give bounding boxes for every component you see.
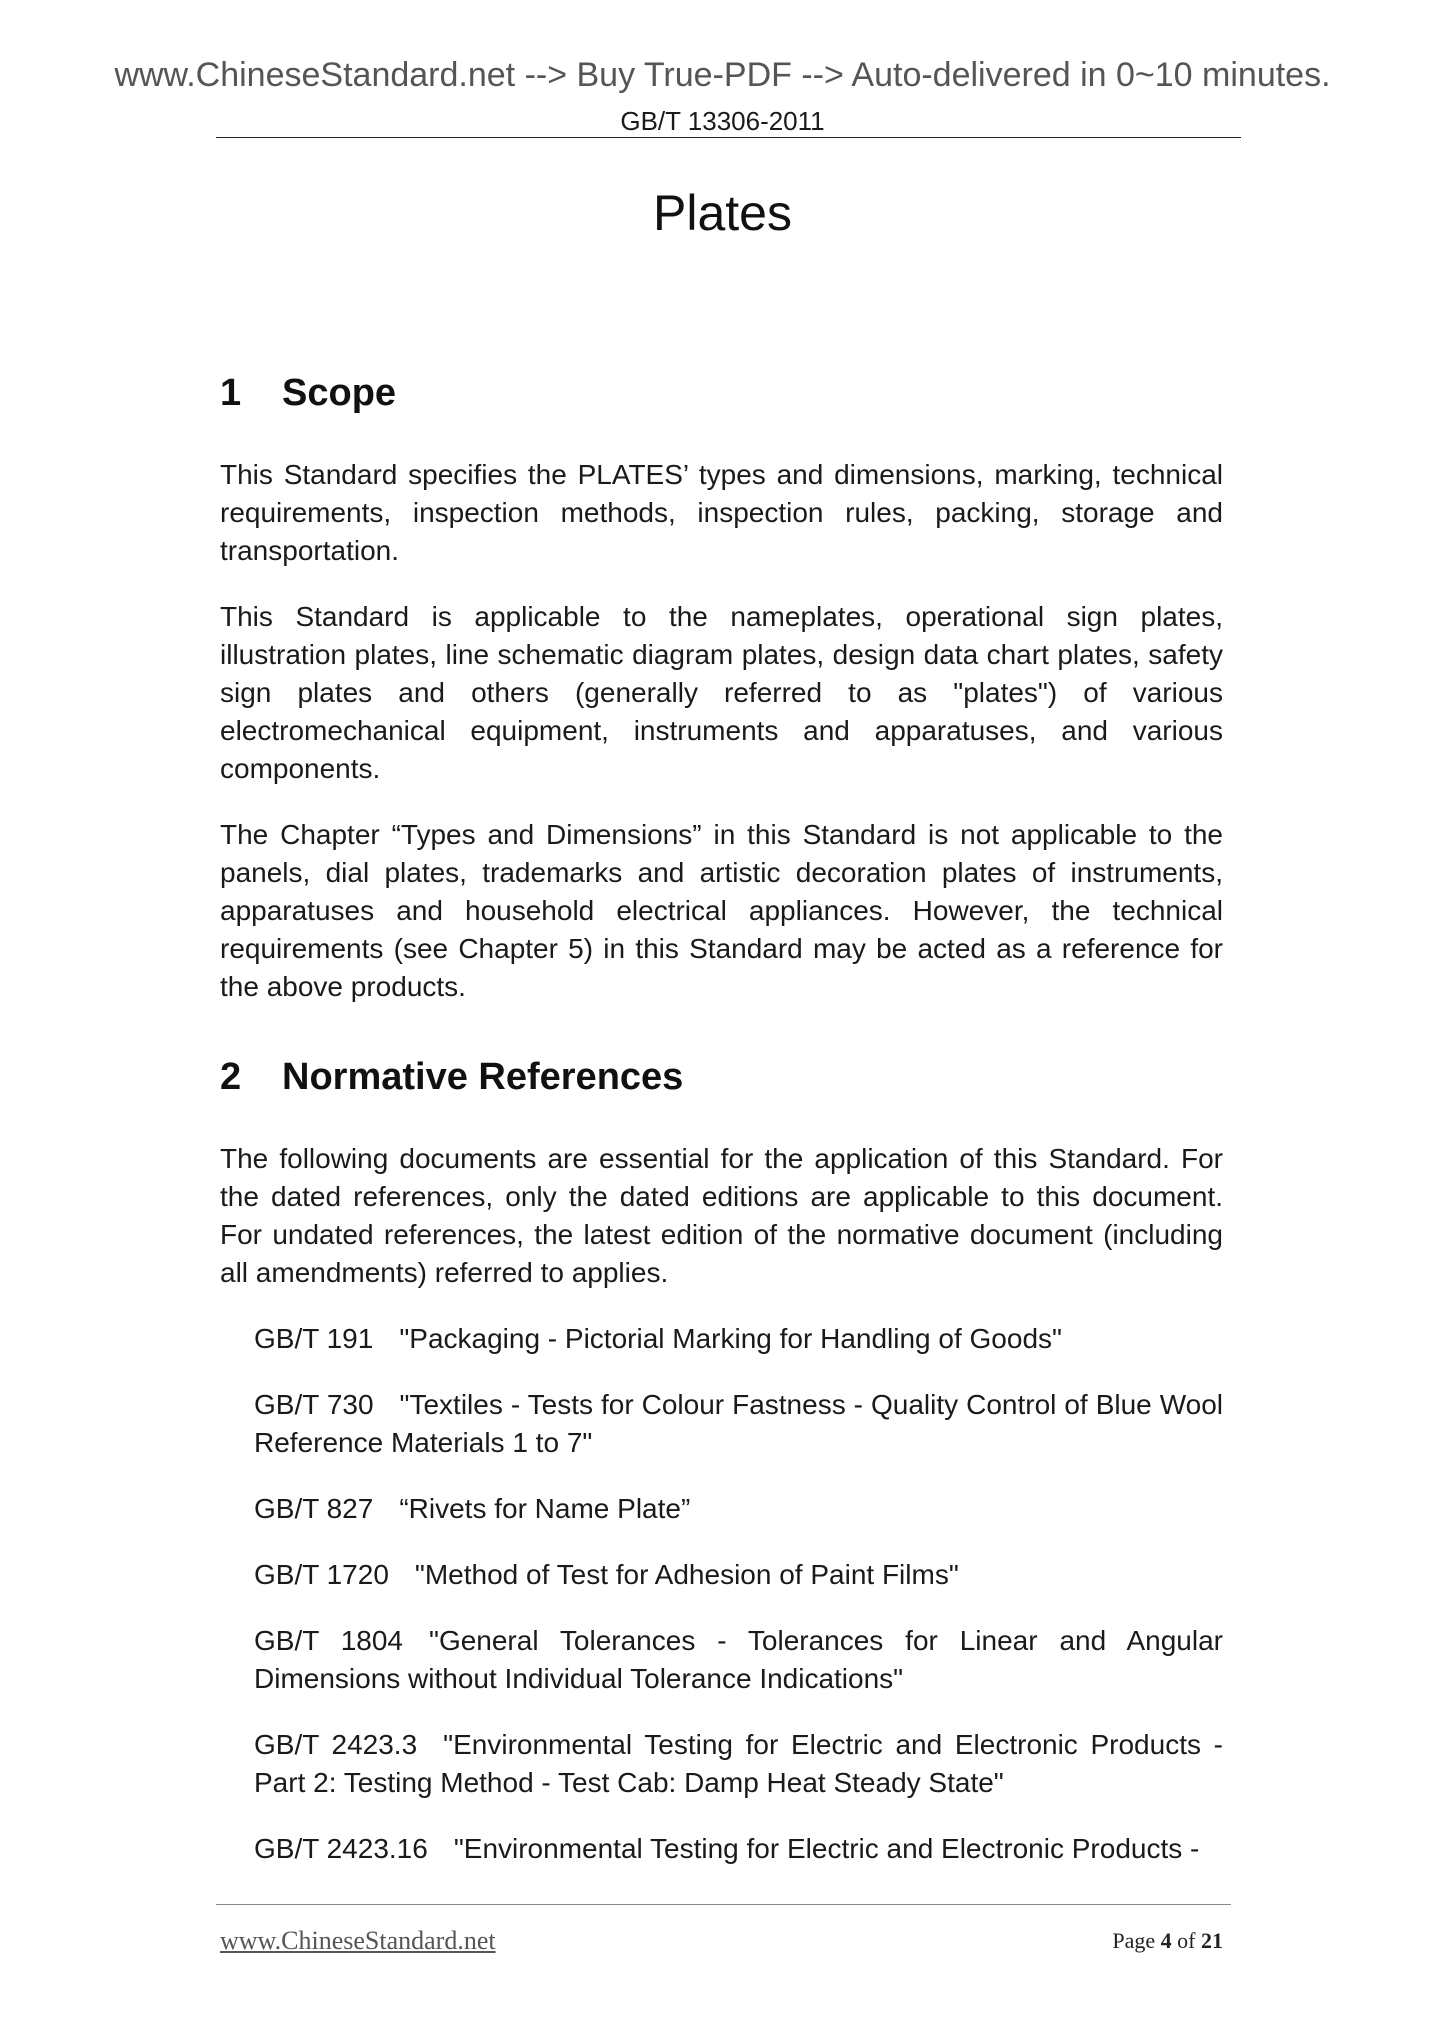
reference-code: GB/T 2423.16 bbox=[254, 1833, 428, 1864]
page-number bbox=[1112, 1928, 1223, 1954]
reference-title: "General Tolerances - Tolerances for Linear and Angular Dimensions without Individual Tolerance Indications" bbox=[254, 1625, 1223, 1694]
page-label: Page bbox=[1112, 1928, 1156, 1953]
section-title: Normative References bbox=[282, 1056, 684, 1098]
page-title: Plates bbox=[653, 185, 792, 241]
reference-item bbox=[254, 1386, 1223, 1462]
page-total: 21 bbox=[1201, 1928, 1223, 1953]
paragraph: This Standard specifies the PLATES’ types and dimensions, marking, technical requirements, inspection methods, inspection rules, packing, storage and transportation. bbox=[220, 459, 1223, 566]
reference-item bbox=[254, 1622, 1223, 1698]
reference-title: "Environmental Testing for Electric and Electronic Products - Part 2: Testing Method - Test Cab: Damp Heat Steady State" bbox=[254, 1729, 1223, 1798]
top-banner: www.ChineseStandard.net --> Buy True-PDF --> Auto-delivered in 0~10 minutes. bbox=[114, 56, 1331, 94]
section-heading-scope bbox=[220, 370, 1223, 416]
footer-site-link[interactable]: www.ChineseStandard.net bbox=[220, 1926, 496, 1955]
paragraph: The Chapter “Types and Dimensions” in this Standard is not applicable to the panels, dial plates, trademarks and artistic decoration plates of instruments, apparatuses and household electrical appliances. However, the technical requirements (see Chapter 5) in this Standard may be acted as a reference for the above products. bbox=[220, 819, 1223, 1002]
reference-item bbox=[254, 1830, 1223, 1868]
reference-title: "Textiles - Tests for Colour Fastness - Quality Control of Blue Wool Reference Materials 1 to 7" bbox=[254, 1389, 1224, 1458]
reference-code: GB/T 1720 bbox=[254, 1559, 389, 1590]
page-current: 4 bbox=[1160, 1928, 1172, 1953]
reference-title: "Packaging - Pictorial Marking for Handling of Goods" bbox=[399, 1323, 1062, 1354]
reference-item bbox=[254, 1320, 1223, 1358]
document-body bbox=[220, 370, 1223, 1896]
reference-item bbox=[254, 1556, 1223, 1594]
reference-title: “Rivets for Name Plate” bbox=[399, 1493, 691, 1524]
reference-item bbox=[254, 1490, 1223, 1528]
reference-code: GB/T 191 bbox=[254, 1323, 374, 1354]
reference-title: "Method of Test for Adhesion of Paint Films" bbox=[414, 1559, 959, 1590]
standard-code: GB/T 13306-2011 bbox=[620, 106, 825, 136]
paragraph: The following documents are essential for the application of this Standard. For the dated references, only the dated editions are applicable to this document. For undated references, the latest edition of the normative document (including all amendments) referred to applies. bbox=[220, 1143, 1223, 1288]
reference-code: GB/T 2423.3 bbox=[254, 1729, 418, 1760]
reference-item bbox=[254, 1726, 1223, 1802]
section-title: Scope bbox=[282, 372, 397, 414]
reference-code: GB/T 730 bbox=[254, 1389, 374, 1420]
reference-title: "Environmental Testing for Electric and Electronic Products - bbox=[453, 1833, 1200, 1864]
section-number: 1 bbox=[220, 372, 242, 414]
section-number: 2 bbox=[220, 1056, 242, 1098]
reference-code: GB/T 1804 bbox=[254, 1625, 403, 1656]
section-heading-normative-references bbox=[220, 1054, 1223, 1100]
paragraph: This Standard is applicable to the nameplates, operational sign plates, illustration plates, line schematic diagram plates, design data chart plates, safety sign plates and others (generally referred to as "plates") of various electromechanical equipment, instruments and apparatuses, and various components. bbox=[220, 601, 1223, 784]
footer-divider bbox=[216, 1904, 1231, 1905]
header-divider bbox=[216, 137, 1241, 138]
reference-code: GB/T 827 bbox=[254, 1493, 374, 1524]
page-of: of bbox=[1177, 1928, 1196, 1953]
